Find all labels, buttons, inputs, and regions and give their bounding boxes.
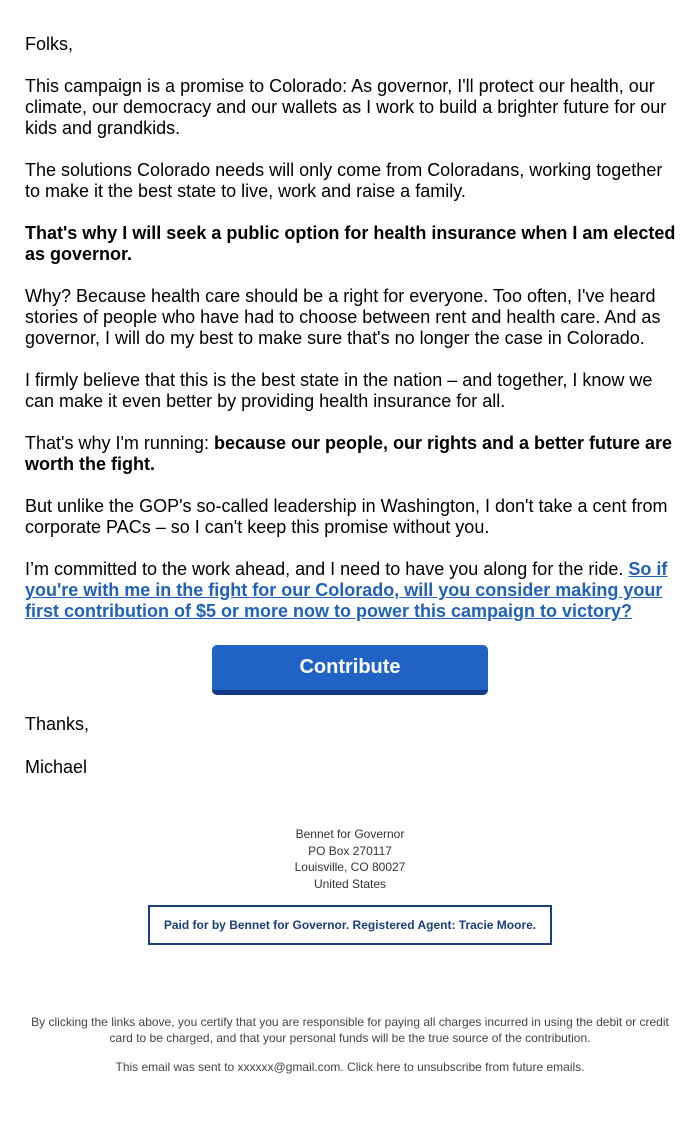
paragraph-corporate-pacs: But unlike the GOP's so-called leadership in Washington, I don't take a cent from corporate PACs – so I can't keep this promise without you. — [25, 496, 668, 537]
address-org: Bennet for Governor — [295, 827, 405, 841]
ask-text: I’m committed to the work ahead, and I need to have you along for the ride. — [25, 559, 629, 579]
paragraph-running — [25, 433, 680, 475]
address-po-box: PO Box 270117 — [308, 843, 392, 858]
address-city: Louisville, CO 80027 — [294, 860, 406, 874]
running-bold: because our people, our rights and a better future are worth the fight. — [25, 433, 673, 474]
paragraph-public-option — [25, 223, 680, 265]
paragraph-promise: This campaign is a promise to Colorado: As governor, I'll protect our health, our climate, our democracy and our wallets as I work to build a brighter future for our kids and grandkids. — [25, 76, 667, 138]
mailing-address — [0, 826, 700, 892]
greeting: Folks, — [25, 34, 74, 54]
public-option-bold: That's why I will seek a public option for health insurance when I am elected as governor. — [25, 223, 676, 264]
signature-name: Michael — [25, 757, 88, 777]
contribute-button[interactable]: Contribute — [212, 645, 488, 695]
running-text: That's why I'm running: — [25, 433, 214, 453]
address-country: United States — [313, 876, 387, 891]
contribute-link[interactable]: So if you're with me in the fight for our Colorado, will you consider making your first contribution of $5 or more now to power this campaign to victory? — [25, 559, 668, 621]
paragraph-ask — [25, 559, 680, 622]
paragraph-solutions: The solutions Colorado needs will only come from Coloradans, working together to make it the best state to live, work and raise a family. — [25, 160, 663, 201]
paragraph-best-state: I firmly believe that this is the best state in the nation – and together, I know we can make it even better by providing health insurance for all. — [25, 370, 653, 411]
paragraph-why: Why? Because health care should be a right for everyone. Too often, I've heard stories of people who have had to choose between rent and health care. And as governor, I will do my best to make sure that's no longer the case in Colorado. — [25, 286, 661, 348]
paid-for-disclaimer: Paid for by Bennet for Governor. Registered Agent: Tracie Moore. — [148, 905, 552, 945]
message-body — [25, 34, 680, 643]
legal-disclaimer: By clicking the links above, you certify that you are responsible for paying all charges incurred in using the debit or credit card to be charged, and that your personal funds will be the true source of the contribution. — [31, 1015, 669, 1045]
contribute-button-wrapper — [212, 645, 488, 695]
sign-off-thanks: Thanks, — [25, 714, 90, 734]
unsubscribe-notice[interactable]: This email was sent to xxxxxx@gmail.com. Click here to unsubscribe from future emails. — [115, 1060, 585, 1074]
